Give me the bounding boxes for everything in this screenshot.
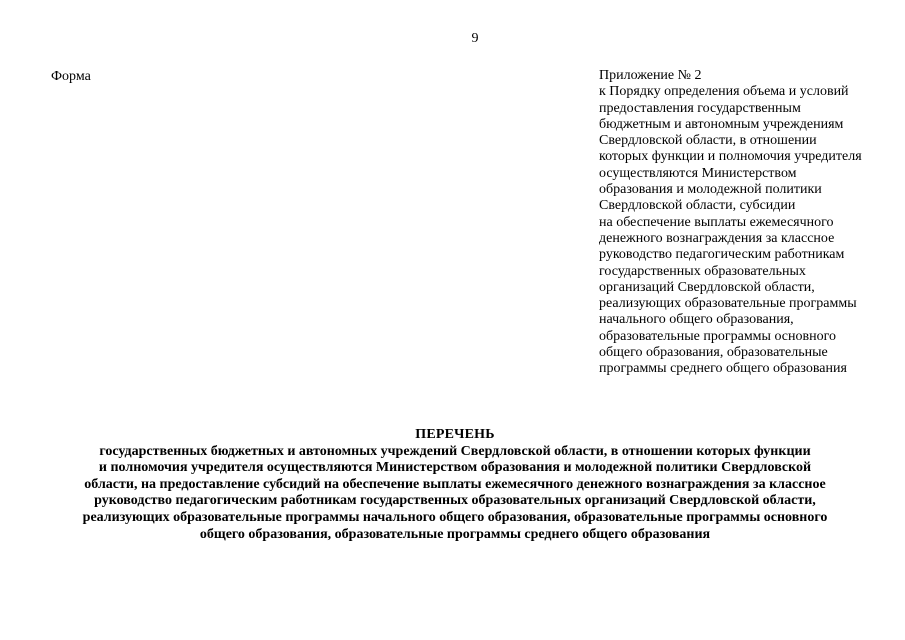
appendix-line: организаций Свердловской области, <box>599 279 815 295</box>
appendix-line: образовательные программы основного <box>599 328 837 344</box>
list-subtitle-line: реализующих образовательные программы начального общего образования, образовательные программы основного <box>82 509 828 525</box>
appendix-block <box>599 68 889 378</box>
appendix-line: предоставления государственным <box>599 100 801 116</box>
list-heading-block <box>40 427 870 543</box>
appendix-line: денежного вознаграждения за классное <box>599 230 835 246</box>
list-title: ПЕРЕЧЕНЬ <box>415 427 495 442</box>
page-number: 9 <box>471 31 479 46</box>
appendix-line: реализующих образовательные программы <box>599 296 857 312</box>
appendix-line: осуществляются Министерством <box>599 165 797 181</box>
appendix-line: общего образования, образовательные <box>599 345 828 361</box>
list-subtitle-line: общего образования, образовательные программы среднего общего образования <box>199 526 711 542</box>
appendix-line: Свердловской области, субсидии <box>599 198 796 214</box>
appendix-heading: Приложение № 2 <box>599 68 702 83</box>
appendix-line: руководство педагогическим работникам <box>599 247 845 263</box>
list-subtitle-line: руководство педагогическим работникам государственных образовательных организаций Свердловской области, <box>94 493 816 509</box>
appendix-line: программы среднего общего образования <box>599 361 847 377</box>
list-subtitle-line: государственных бюджетных и автономных учреждений Свердловской области, в отношении которых функции <box>99 443 811 459</box>
appendix-line: образования и молодежной политики <box>599 182 822 198</box>
list-subtitle-line: области, на предоставление субсидий на обеспечение выплаты ежемесячного денежного вознаграждения за классное <box>84 476 826 492</box>
list-subtitle-line: и полномочия учредителя осуществляются Министерством образования и молодежной политики Свердловской <box>98 460 812 476</box>
appendix-line: государственных образовательных <box>599 263 806 279</box>
appendix-line: к Порядку определения объема и условий <box>599 84 849 100</box>
appendix-line: которых функции и полномочия учредителя <box>599 149 862 165</box>
appendix-line: бюджетным и автономным учреждениям <box>599 116 844 132</box>
appendix-line: Свердловской области, в отношении <box>599 133 817 149</box>
form-label: Форма <box>51 69 91 84</box>
appendix-line: начального общего образования, <box>599 312 794 328</box>
appendix-line: на обеспечение выплаты ежемесячного <box>599 214 834 230</box>
